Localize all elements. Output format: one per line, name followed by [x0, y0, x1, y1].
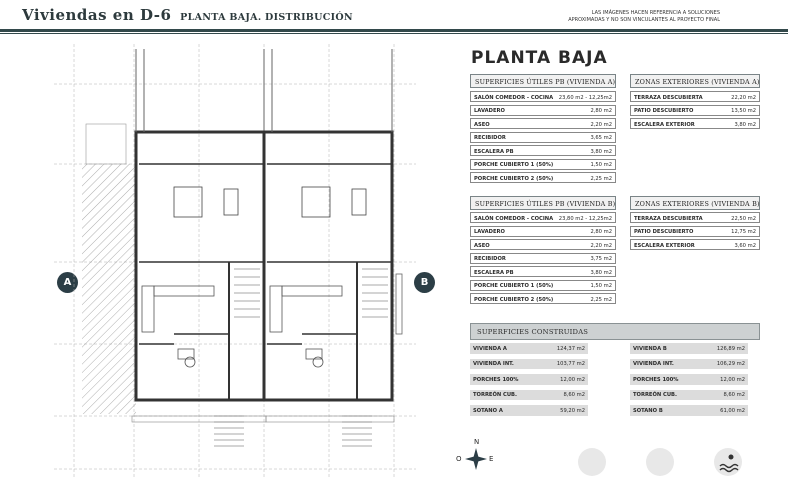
area-row-value: 23,60 m2 - 12,25m2: [558, 94, 612, 101]
utiles-a-header: SUPERFICIES ÚTILES PB (VIVIENDA A): [470, 74, 616, 88]
area-row-value: 12,75 m2: [731, 229, 756, 235]
area-row-label: ASEO: [474, 121, 490, 128]
area-row-value: 3,75 m2: [590, 256, 612, 262]
house-b: [264, 49, 392, 446]
ext-a-header: ZONAS EXTERIORES (VIVIENDA A): [630, 74, 760, 88]
area-row-label: PATIO DESCUBIERTO: [634, 108, 694, 114]
area-row-label: RECIBIDOR: [474, 256, 506, 262]
compass-west: O: [456, 455, 462, 463]
area-row: [470, 280, 616, 291]
area-row: [470, 118, 616, 129]
area-row-value: 3,80 m2: [734, 121, 756, 128]
area-row: [630, 405, 748, 416]
floor-plan-drawing: [54, 44, 416, 477]
area-row: [470, 226, 616, 237]
area-row-label: ESCALERA EXTERIOR: [634, 121, 695, 128]
area-row-label: TORREÓN CUB.: [633, 392, 677, 398]
area-row-value: 124,37 m2: [556, 345, 585, 352]
area-row-label: VIVIENDA A: [473, 345, 507, 352]
area-row-label: TORREÓN CUB.: [473, 392, 517, 398]
area-row: [470, 91, 616, 102]
area-row-label: TERRAZA DESCUBIERTA: [634, 215, 703, 222]
area-row-label: ESCALERA EXTERIOR: [634, 242, 695, 249]
area-row: [470, 172, 616, 183]
area-row-value: 8,60 m2: [563, 392, 585, 398]
area-row: [630, 105, 760, 116]
area-row-value: 3,80 m2: [590, 269, 612, 276]
area-row: [470, 343, 588, 354]
feature-icons: [574, 446, 774, 477]
area-row-label: PORCHES 100%: [633, 376, 679, 383]
page-title: [22, 6, 353, 24]
area-row-value: 61,00 m2: [720, 407, 745, 414]
area-row: [630, 239, 760, 250]
area-row: [630, 212, 760, 223]
area-row-value: 13,50 m2: [731, 108, 756, 114]
area-row-label: PATIO DESCUBIERTO: [634, 229, 694, 235]
area-row: [470, 405, 588, 416]
area-row: [630, 226, 760, 237]
area-row-label: ASEO: [474, 242, 490, 249]
area-row-label: PORCHE CUBIERTO 2 (50%): [474, 175, 554, 182]
area-row-label: TERRAZA DESCUBIERTA: [634, 94, 703, 101]
area-row-label: PORCHES 100%: [473, 376, 519, 383]
area-row-label: PORCHE CUBIERTO 1 (50%): [474, 162, 554, 168]
area-row: [470, 253, 616, 264]
bathroom-feature-icon: [646, 448, 674, 476]
utiles-b-header: SUPERFICIES ÚTILES PB (VIVIENDA B): [470, 196, 616, 210]
area-row: [630, 91, 760, 102]
house-a: [136, 49, 264, 446]
area-row-value: 2,80 m2: [590, 229, 612, 235]
area-row: [630, 390, 748, 401]
area-row-value: 12,00 m2: [560, 376, 585, 383]
area-row-value: 126,89 m2: [716, 345, 745, 352]
area-row-value: 12,00 m2: [720, 376, 745, 383]
area-row: [470, 266, 616, 277]
area-row-value: 23,80 m2 - 12,25m2: [558, 215, 612, 222]
construidas-header: SUPERFICIES CONSTRUIDAS: [470, 323, 760, 340]
area-row: [630, 374, 748, 385]
area-row-label: SOTANO B: [633, 407, 663, 414]
area-row: [470, 159, 616, 170]
panel-title: PLANTA BAJA: [471, 48, 608, 68]
area-row-value: 106,29 m2: [716, 361, 745, 367]
area-row-label: LAVADERO: [474, 229, 505, 235]
area-row-value: 3,60 m2: [734, 242, 756, 249]
porch-b: [266, 416, 394, 422]
area-row: [630, 118, 760, 129]
area-row-label: LAVADERO: [474, 108, 505, 114]
area-row-label: PORCHE CUBIERTO 2 (50%): [474, 296, 554, 303]
area-row-value: 22,50 m2: [731, 215, 756, 222]
area-row-value: 2,20 m2: [590, 242, 612, 249]
area-row-value: 3,80 m2: [590, 148, 612, 155]
marker-a-label: A: [63, 277, 72, 288]
area-row-value: 2,20 m2: [590, 121, 612, 128]
area-row-label: SALÓN COMEDOR - COCINA: [474, 94, 554, 101]
area-row: [630, 359, 748, 370]
area-row-value: 59,20 m2: [560, 407, 585, 414]
page-title-text: Viviendas en D-6: [22, 6, 172, 24]
area-row-label: SOTANO A: [473, 407, 503, 414]
area-row: [470, 145, 616, 156]
area-row: [470, 212, 616, 223]
area-row-label: VIVIENDA INT.: [633, 361, 674, 367]
area-row: [470, 293, 616, 304]
marker-b: [414, 272, 435, 293]
side-wall: [86, 124, 126, 164]
area-row: [630, 343, 748, 354]
window-right: [396, 274, 402, 334]
area-row-value: 8,60 m2: [723, 392, 745, 398]
area-row-value: 2,25 m2: [590, 175, 612, 182]
area-row-label: SALÓN COMEDOR - COCINA: [474, 215, 554, 222]
hatch-area: [82, 164, 136, 414]
page-subtitle: PLANTA BAJA. DISTRIBUCIÓN: [180, 12, 353, 23]
floor-plan: [54, 44, 416, 477]
ext-b-header: ZONAS EXTERIORES (VIVIENDA B): [630, 196, 760, 210]
area-row-value: 2,80 m2: [590, 108, 612, 114]
house-feature-icon: [578, 448, 606, 476]
area-row-label: ESCALERA PB: [474, 148, 514, 155]
area-row-label: ESCALERA PB: [474, 269, 514, 276]
area-row-value: 103,77 m2: [556, 361, 585, 367]
header-rule-thin: [0, 33, 788, 34]
compass-north: N: [474, 438, 480, 446]
areas-panel: [444, 44, 788, 477]
area-row-value: 22,20 m2: [731, 94, 756, 101]
area-row-label: RECIBIDOR: [474, 135, 506, 141]
compass-east: E: [489, 455, 494, 463]
area-row: [470, 390, 588, 401]
area-row-label: VIVIENDA B: [633, 345, 667, 352]
area-row-value: 1,50 m2: [590, 283, 612, 289]
area-row-label: PORCHE CUBIERTO 1 (50%): [474, 283, 554, 289]
disclaimer-note: [560, 10, 720, 23]
area-row: [470, 105, 616, 116]
area-row-value: 1,50 m2: [590, 162, 612, 168]
disclaimer-line-2: APROXIMADAS Y NO SON VINCULANTES AL PROYECTO FINAL: [568, 16, 720, 23]
disclaimer-line-1: LAS IMÁGENES HACEN REFERENCIA A SOLUCIONES: [591, 10, 720, 16]
page-header: [0, 0, 788, 34]
pool-feature-icon: [714, 448, 742, 476]
area-row: [470, 132, 616, 143]
area-row: [470, 359, 588, 370]
area-row-value: 3,65 m2: [590, 135, 612, 141]
area-row: [470, 374, 588, 385]
marker-b-label: B: [420, 277, 429, 288]
header-rule-thick: [0, 29, 788, 32]
area-row-label: VIVIENDA INT.: [473, 361, 514, 367]
area-row: [470, 239, 616, 250]
area-row-value: 2,25 m2: [590, 296, 612, 303]
